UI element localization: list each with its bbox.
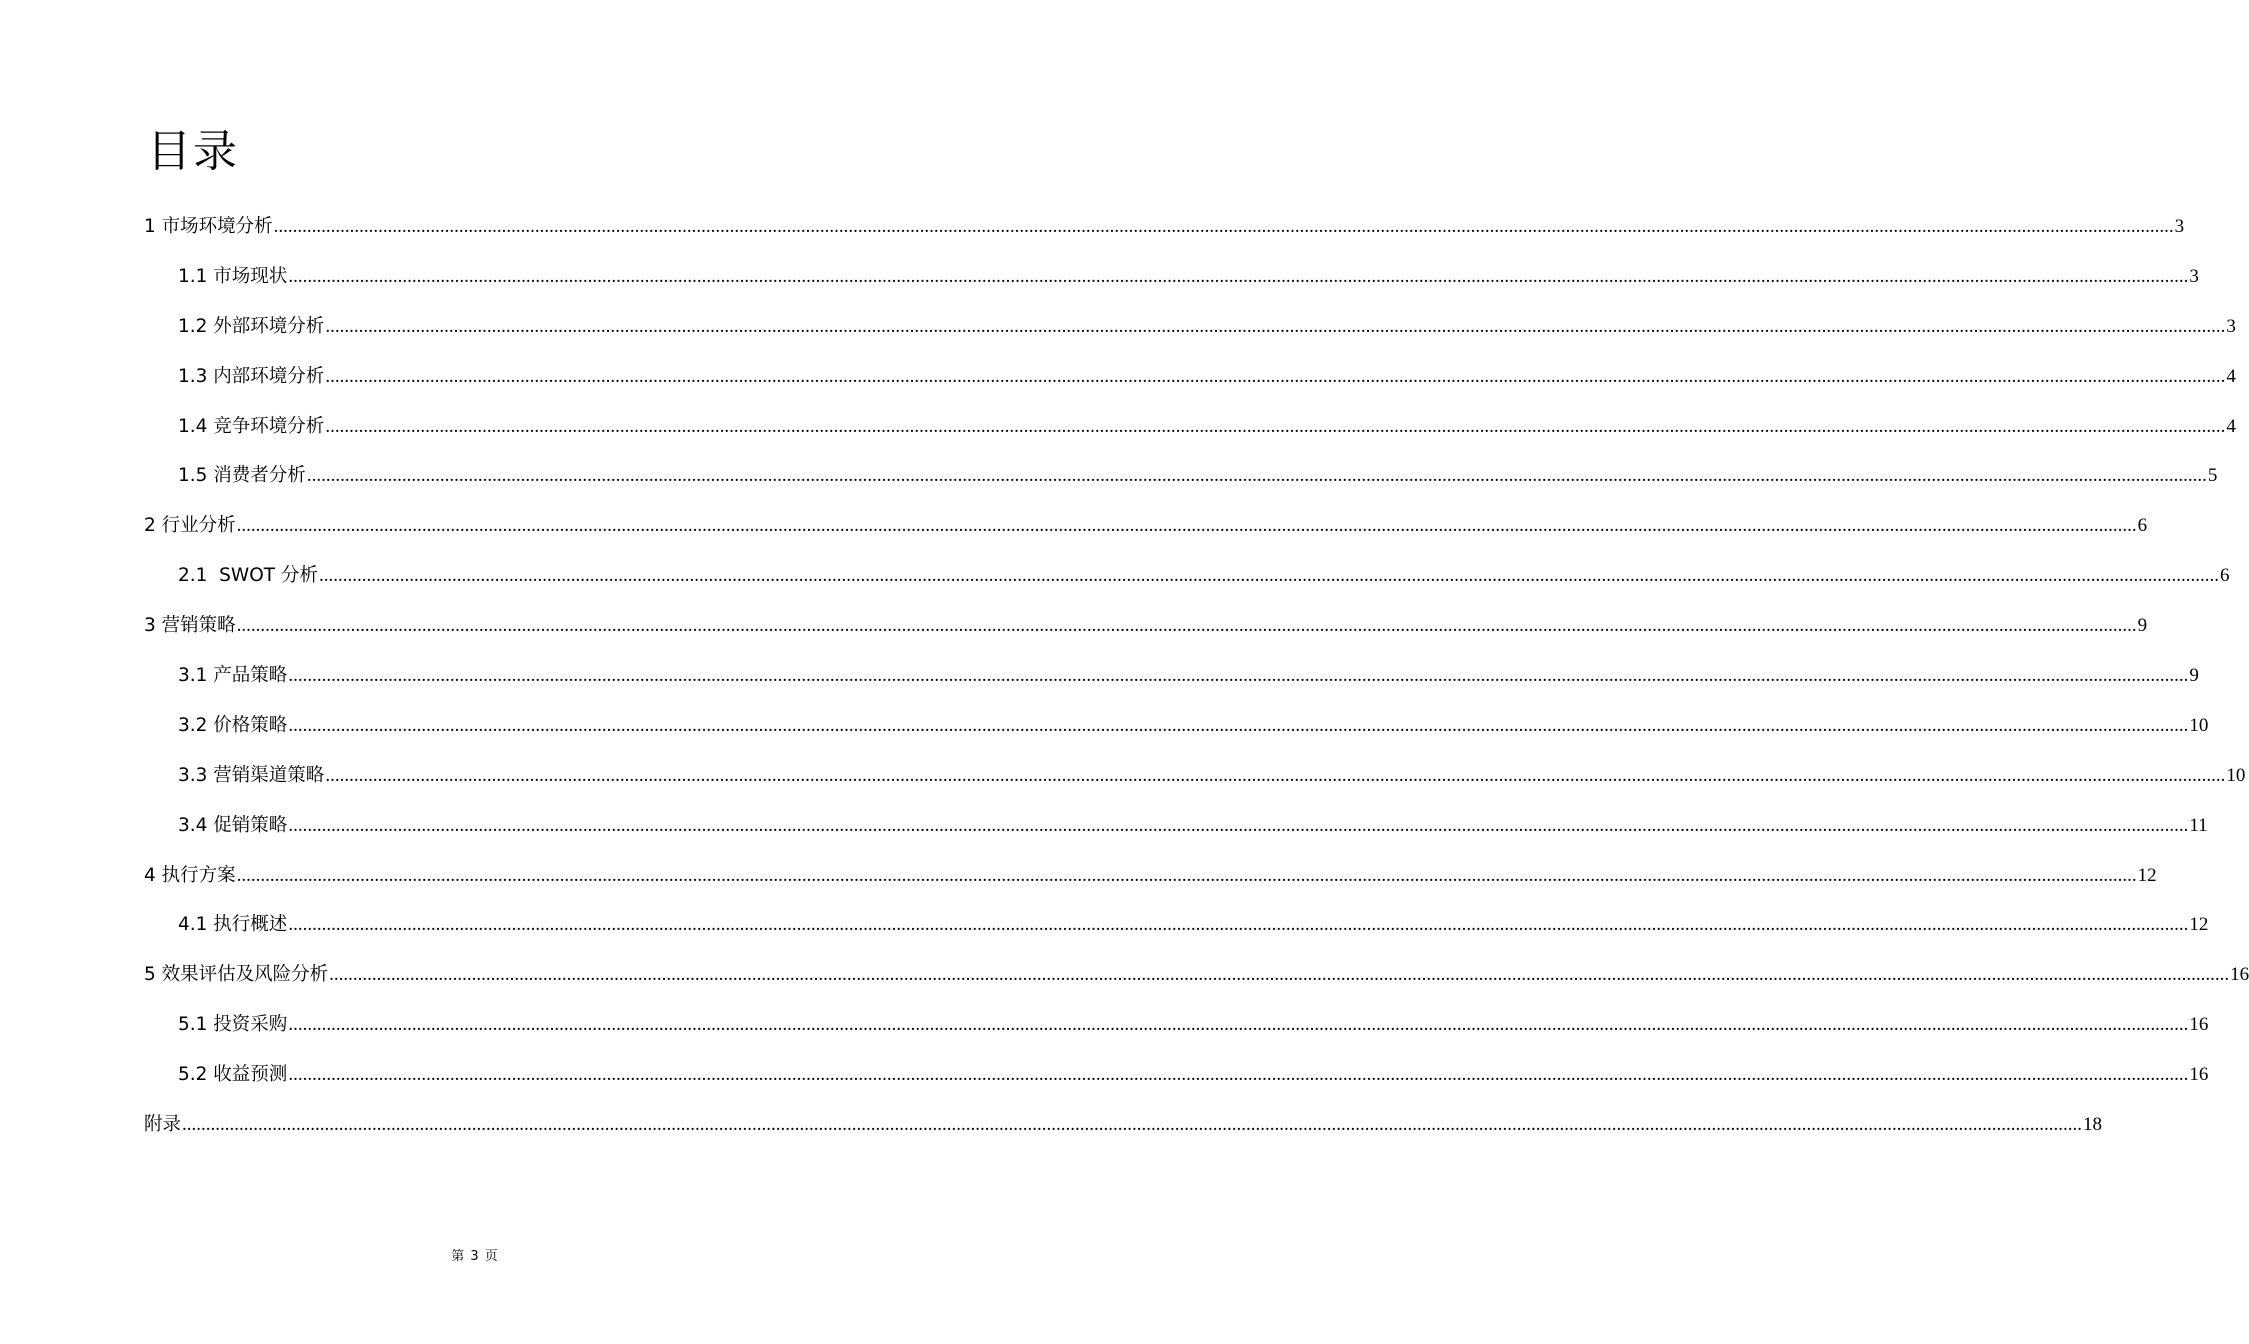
- toc-entry-page-number: 11: [2189, 814, 2208, 836]
- toc-entry-page-number: 6: [2219, 565, 2230, 587]
- toc-dot-leader: ................................................................................................................................................................................................................................................................................................................................................................................................................: [318, 565, 2219, 587]
- toc-entry[interactable]: [144, 358, 2236, 408]
- toc-dot-leader: ................................................................................................................................................................................................................................................................................................................................................................................................................: [325, 764, 2226, 786]
- toc-entry-title: 3.3 营销渠道策略: [178, 764, 325, 786]
- toc-entry-title: 1.3 内部环境分析: [178, 365, 325, 387]
- toc-entry[interactable]: [144, 258, 2199, 308]
- toc-dot-leader: ................................................................................................................................................................................................................................................................................................................................................................................................................: [273, 216, 2174, 237]
- toc-entry-page-number: 16: [2189, 1014, 2209, 1036]
- toc-entry[interactable]: [144, 607, 2148, 657]
- toc-dot-leader: ................................................................................................................................................................................................................................................................................................................................................................................................................: [325, 415, 2226, 437]
- toc-dot-leader: ................................................................................................................................................................................................................................................................................................................................................................................................................: [288, 665, 2189, 687]
- toc-dot-leader: ................................................................................................................................................................................................................................................................................................................................................................................................................: [236, 615, 2137, 637]
- toc-entry-page-number: 12: [2137, 864, 2157, 886]
- toc-entry-title: 5.2 收益预测: [178, 1064, 288, 1086]
- toc-entry-title: 5 效果评估及风险分析: [144, 964, 329, 986]
- toc-entry[interactable]: [144, 1056, 2209, 1106]
- toc-entry-title: 3.4 促销策略: [178, 814, 288, 836]
- toc-entry-page-number: 10: [2189, 714, 2209, 736]
- toc-entry-page-number: 5: [2207, 465, 2218, 487]
- toc-entry[interactable]: [144, 1006, 2209, 1056]
- toc-entry-page-number: 10: [2226, 764, 2246, 786]
- toc-entry-title: 1.1 市场现状: [178, 265, 288, 287]
- toc-dot-leader: ................................................................................................................................................................................................................................................................................................................................................................................................................: [329, 964, 2230, 986]
- toc-entry[interactable]: [144, 308, 2236, 358]
- toc-dot-leader: ................................................................................................................................................................................................................................................................................................................................................................................................................: [236, 864, 2137, 886]
- toc-entry[interactable]: [144, 956, 2249, 1006]
- toc-dot-leader: ................................................................................................................................................................................................................................................................................................................................................................................................................: [306, 465, 2207, 487]
- toc-entry-title: 附录: [144, 1114, 182, 1136]
- toc-entry[interactable]: [144, 857, 2157, 907]
- toc-entry-page-number: 6: [2137, 515, 2148, 537]
- toc-entry-page-number: 3: [2189, 265, 2199, 287]
- toc-entry-title: 3.2 价格策略: [178, 714, 288, 736]
- toc-entry-page-number: 9: [2137, 615, 2148, 637]
- table-of-contents: [144, 208, 2249, 1156]
- toc-dot-leader: ................................................................................................................................................................................................................................................................................................................................................................................................................: [288, 714, 2189, 736]
- toc-entry-title: 2 行业分析: [144, 515, 236, 537]
- toc-entry-title: 1.2 外部环境分析: [178, 315, 325, 337]
- toc-entry[interactable]: [144, 807, 2208, 857]
- toc-dot-leader: ................................................................................................................................................................................................................................................................................................................................................................................................................: [288, 814, 2189, 836]
- toc-entry-page-number: 16: [2230, 964, 2249, 986]
- toc-dot-leader: ................................................................................................................................................................................................................................................................................................................................................................................................................: [288, 1014, 2189, 1036]
- toc-entry-page-number: 4: [2226, 365, 2236, 387]
- toc-entry[interactable]: [144, 1106, 2103, 1156]
- toc-entry-page-number: 3: [2174, 216, 2185, 237]
- toc-entry[interactable]: [144, 757, 2246, 807]
- toc-entry-page-number: 16: [2189, 1064, 2209, 1086]
- toc-dot-leader: ................................................................................................................................................................................................................................................................................................................................................................................................................: [288, 1064, 2189, 1086]
- toc-dot-leader: ................................................................................................................................................................................................................................................................................................................................................................................................................: [288, 265, 2189, 287]
- toc-entry[interactable]: [144, 457, 2218, 507]
- toc-entry-title: 1.5 消费者分析: [178, 465, 306, 487]
- toc-entry-title: 5.1 投资采购: [178, 1014, 288, 1036]
- toc-entry-title: 1 市场环境分析: [144, 216, 273, 237]
- toc-entry-page-number: 4: [2226, 415, 2236, 437]
- page-title: 目录: [147, 126, 239, 177]
- toc-entry[interactable]: [144, 707, 2209, 757]
- toc-entry-title: 1.4 竞争环境分析: [178, 415, 325, 437]
- toc-dot-leader: ................................................................................................................................................................................................................................................................................................................................................................................................................: [325, 365, 2226, 387]
- toc-dot-leader: ................................................................................................................................................................................................................................................................................................................................................................................................................: [325, 315, 2226, 337]
- toc-entry[interactable]: [144, 507, 2148, 557]
- toc-entry[interactable]: [144, 208, 2185, 258]
- toc-entry-title: 3.1 产品策略: [178, 665, 288, 687]
- toc-entry[interactable]: [144, 408, 2236, 458]
- toc-entry-page-number: 3: [2226, 315, 2236, 337]
- toc-entry-title: 4 执行方案: [144, 864, 236, 886]
- toc-entry-page-number: 12: [2189, 914, 2209, 936]
- toc-entry-title: 4.1 执行概述: [178, 914, 288, 936]
- toc-dot-leader: ................................................................................................................................................................................................................................................................................................................................................................................................................: [236, 515, 2137, 537]
- toc-dot-leader: ................................................................................................................................................................................................................................................................................................................................................................................................................: [182, 1114, 2083, 1136]
- toc-entry-page-number: 9: [2189, 665, 2199, 687]
- toc-entry-title: 2.1 SWOT 分析: [178, 565, 318, 587]
- toc-entry-title: 3 营销策略: [144, 615, 236, 637]
- toc-entry[interactable]: [144, 657, 2199, 707]
- page-number: 第 3 页: [451, 1249, 499, 1264]
- toc-entry[interactable]: [144, 906, 2209, 956]
- toc-entry[interactable]: [144, 557, 2230, 607]
- toc-dot-leader: ................................................................................................................................................................................................................................................................................................................................................................................................................: [288, 914, 2189, 936]
- toc-entry-page-number: 18: [2083, 1114, 2103, 1136]
